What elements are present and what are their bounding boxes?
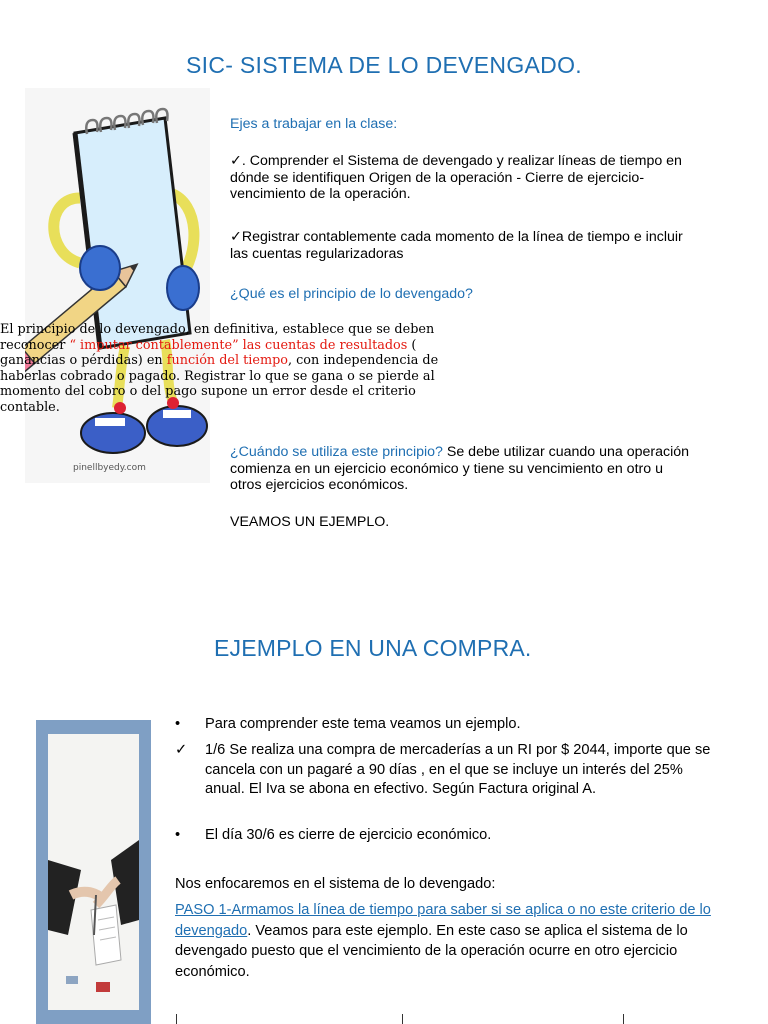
list-item (175, 715, 715, 735)
list-item-text: 1/6 Se realiza una compra de mercaderías a un RI por $ 2044, importe que se cancela con un pagaré a 90 días , en el que se incluye un interés del 25% anual. El Iva se abona en efectivo. Según Factura original A. (205, 742, 711, 797)
veamos-ejemplo: VEAMOS UN EJEMPLO. (230, 514, 390, 530)
focus-statement: Nos enfocaremos en el sistema de lo devengado: (175, 876, 496, 892)
check-marker: ✓ (175, 742, 188, 758)
definition-highlight-d: función del tiempo (166, 353, 288, 369)
slide2-title: EJEMPLO EN UNA COMPRA. (214, 635, 532, 661)
list-item-text: Para comprender este tema veamos un ejemplo. (205, 716, 521, 732)
when-answer: Se debe utilizar cuando una operación comienza en un ejercicio económico y tiene su vencimiento en otro u otros ejercicios económicos. (230, 444, 690, 494)
paso-1-text: . Veamos para este ejemplo. En este caso se aplica el sistema de lo devengado puesto que el vencimiento de la operación ocurre en otro ejercicio económico. (175, 922, 688, 980)
when-paragraph (230, 444, 690, 494)
objective-2: ✓Registrar contablemente cada momento de la línea de tiempo e incluir las cuentas regularizadoras (230, 229, 683, 262)
timeline-tick (623, 1014, 624, 1024)
ejes-heading: Ejes a trabajar en la clase: (230, 116, 398, 132)
notepad-character-illustration (25, 88, 210, 483)
definition-text-a: El principio de lo devengado, en definitiva, establece que se deben reconocer (0, 322, 435, 353)
definition-text-c: ( ganancias o pérdidas) en (0, 337, 417, 369)
paso-paragraph (175, 900, 720, 982)
definition-text-e: , con independencia de haberlas cobrado o pagado. Registrar lo que se gana o se pierde al momento del cobro o del pago supone un error desde el criterio contable. (0, 353, 439, 415)
illustration-watermark: pinellbyedy.com (73, 463, 146, 473)
objective-1: ✓. Comprender el Sistema de devengado y realizar líneas de tiempo en dónde se identifiquen Origen de la operación - Cierre de ejercicio- vencimiento de la operación. (230, 153, 682, 203)
bullet-marker: • (175, 716, 181, 732)
bullet-marker: • (175, 827, 181, 843)
list-item-text: El día 30/6 es cierre de ejercicio económico. (205, 827, 492, 843)
list-item (175, 826, 715, 846)
list-item (175, 741, 715, 800)
handshake-contract-image (36, 720, 151, 1024)
timeline-tick (402, 1014, 403, 1024)
when-question: ¿Cuándo se utiliza este principio? (230, 444, 443, 460)
slide1-title: SIC- SISTEMA DE LO DEVENGADO. (186, 52, 582, 78)
definition-highlight-b: “ imputar contablemente” las cuentas de resultados (69, 337, 408, 353)
definition-paragraph (0, 322, 452, 416)
question-heading: ¿Qué es el principio de lo devengado? (230, 286, 473, 302)
timeline-tick (176, 1014, 177, 1024)
paso-1-link[interactable]: PASO 1-Armamos la línea de tiempo para saber si se aplica o no este criterio de lo devengado (175, 902, 711, 939)
